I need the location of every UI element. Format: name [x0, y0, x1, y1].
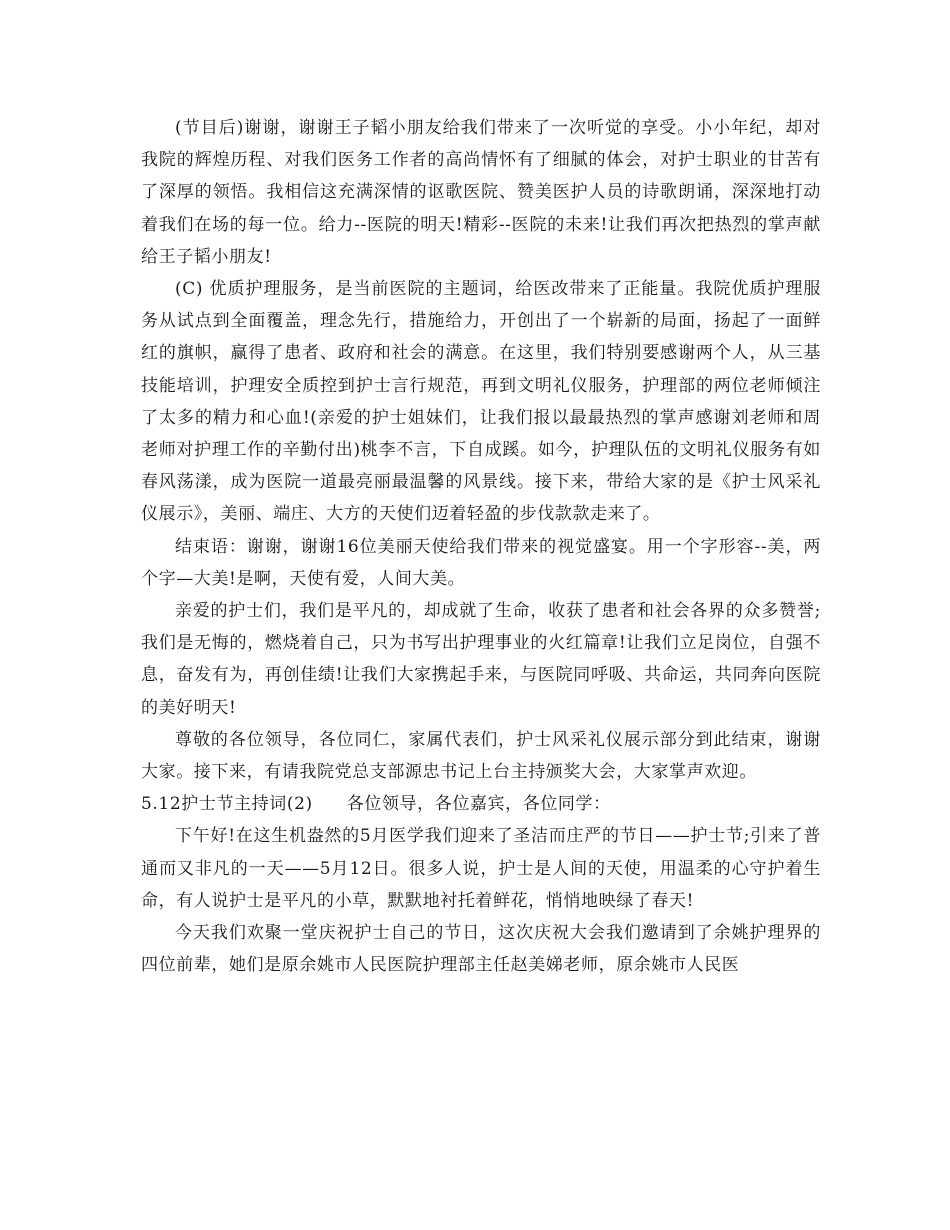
section-greeting: 各位领导，各位嘉宾，各位同学： [346, 794, 611, 815]
paragraph-respected-leaders: 尊敬的各位领导，各位同仁，家属代表们，护士风采礼仪展示部分到此结束，谢谢大家。接下来，有请我院党总支部源忠书记上台主持颁奖大会，大家掌声欢迎。 [141, 729, 821, 783]
heading-line [141, 788, 821, 820]
paragraph-quality-nursing: (C) 优质护理服务，是当前医院的主题词，给医改带来了正能量。我院优质护理服务从试点到全面覆盖，理念先行，措施给力，开创出了一个崭新的局面，扬起了一面鲜红的旗帜，赢得了患者、政府和社会的满意。在这里，我们特别要感谢两个人，从三基技能培训，护理安全质控到护士言行规范，再到文明礼仪服务，护理部的两位老师倾注了太多的精力和心血!(亲爱的护士姐妹们，让我们报以最最热烈的掌声感谢刘老师和周老师对护理工作的辛勤付出)桃李不言，下自成蹊。如今，护理队伍的文明礼仪服务有如春风荡漾，成为医院一道最亮丽最温馨的风景线。接下来，带给大家的是《护士风采礼仪展示》，美丽、端庄、大方的天使们迈着轻盈的步伐款款走来了。 [141, 279, 821, 525]
section-title: 5.12护士节主持词(2) [141, 794, 313, 815]
paragraph-today-gathering: 今天我们欢聚一堂庆祝护士自己的节日，这次庆祝大会我们邀请到了余姚护理界的四位前辈，她们是原余姚市人民医院护理部主任赵美娣老师，原余姚市人民医 [141, 923, 821, 976]
document-body [141, 112, 821, 981]
paragraph-closing-remarks: 结束语：谢谢，谢谢16位美丽天使给我们带来的视觉盛宴。用一个字形容--美，两个字—大美!是啊，天使有爱，人间大美。 [141, 536, 821, 589]
paragraph-good-afternoon: 下午好!在这生机盎然的5月医学我们迎来了圣洁而庄严的节日——护士节;引来了普通而又非凡的一天——5月12日。很多人说，护士是人间的天使，用温柔的心守护着生命，有人说护士是平凡的小草，默默地衬托着鲜花，悄悄地映绿了春天! [141, 826, 821, 911]
paragraph-dear-nurses: 亲爱的护士们，我们是平凡的，却成就了生命，收获了患者和社会各界的众多赞誉;我们是无悔的，燃烧着自己，只为书写出护理事业的火红篇章!让我们立足岗位，自强不息，奋发有为，再创佳绩!让我们大家携起手来，与医院同呼吸、共命运，共同奔向医院的美好明天! [141, 601, 821, 718]
paragraph-program-after: (节目后)谢谢，谢谢王子韬小朋友给我们带来了一次听觉的享受。小小年纪，却对我院的辉煌历程、对我们医务工作者的高尚情怀有了细腻的体会，对护士职业的甘苦有了深厚的领悟。我相信这充满深情的讴歌医院、赞美医护人员的诗歌朗诵，深深地打动着我们在场的每一位。给力--医院的明天!精彩--医院的未来!让我们再次把热烈的掌声献给王子韬小朋友! [141, 118, 821, 267]
